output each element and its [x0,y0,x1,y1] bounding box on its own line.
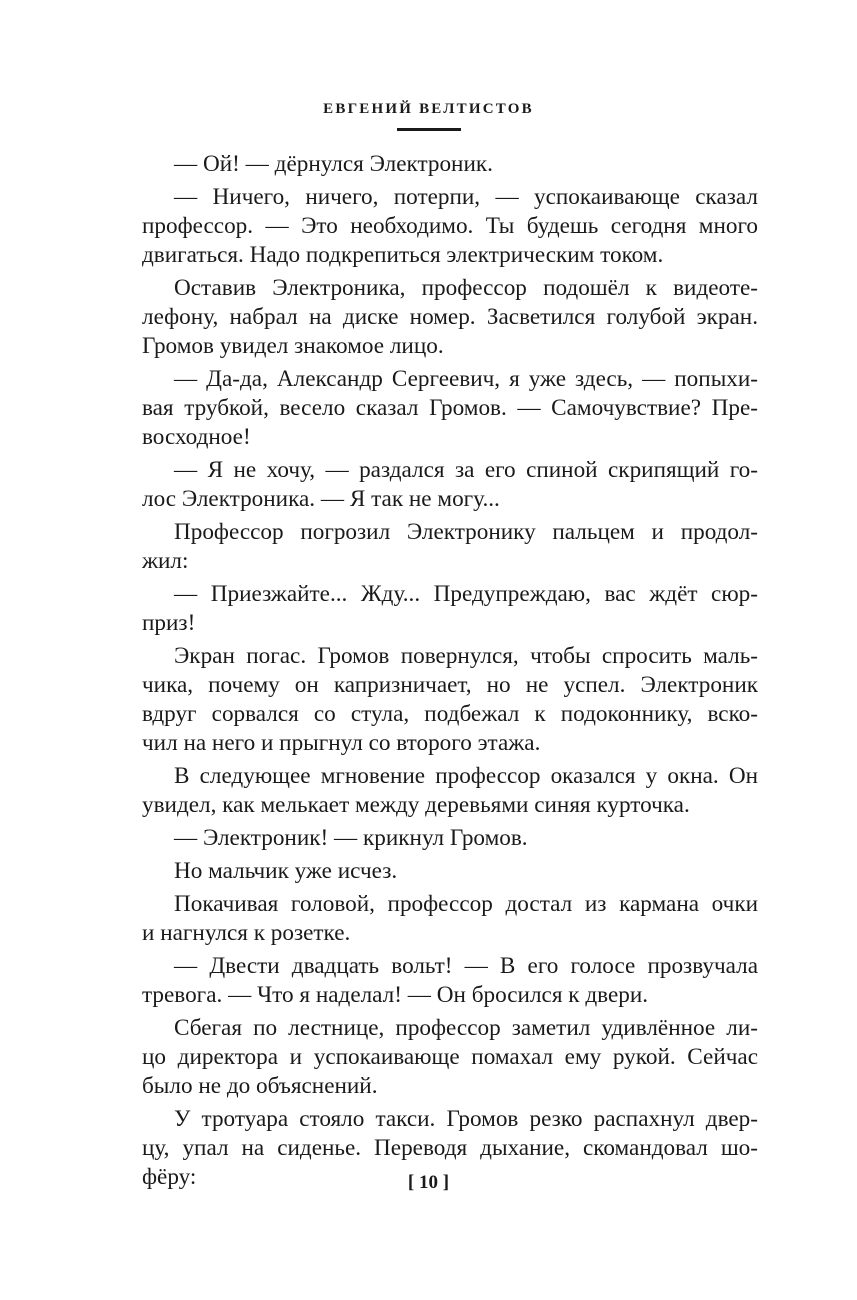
text-line: было не до объяснений. [142,1073,378,1099]
text-line: цу, упал на сиденье. Переводя дыхание, скомандовал шо- [142,1135,758,1161]
paragraph [142,1014,758,1101]
text-line: Покачивая головой, профессор достал из кармана очки [174,891,758,917]
text-line: — Ничего, ничего, потерпи, — успокаивающе сказал [174,184,758,210]
page-number: [ 10 ] [407,1172,450,1193]
text-line: — Я не хочу, — раздался за его спиной скрипящий го- [174,457,758,483]
text-line: восходное! [142,424,251,450]
text-line: — Ой! — дёрнулся Электроник. [174,151,493,177]
paragraph [142,890,758,948]
text-line: — Приезжайте... Жду... Предупреждаю, вас ждёт сюр- [174,581,758,607]
text-line: увидел, как мелькает между деревьями синяя курточка. [142,792,690,818]
paragraph [142,274,758,361]
paragraph [142,456,758,514]
text-line: тревога. — Что я наделал! — Он бросился к двери. [142,982,649,1008]
text-line: Профессор погрозил Электронику пальцем и продол- [174,519,758,545]
paragraph [142,183,758,270]
text-line: Оставив Электроника, профессор подошёл к видеоте- [174,275,758,301]
text-line: Сбегая по лестнице, профессор заметил удивлённое ли- [174,1015,758,1041]
body-text [142,150,758,1196]
header-rule [397,128,461,131]
paragraph [142,762,758,820]
paragraph [142,857,758,886]
paragraph [142,952,758,1010]
text-line: приз! [142,610,196,636]
text-line: У тротуара стояло такси. Громов резко распахнул двер- [174,1106,758,1132]
text-line: жил: [142,548,189,574]
text-line: Громов увидел знакомое лицо. [142,333,444,359]
text-line: двигаться. Надо подкрепиться электрическим током. [142,242,664,268]
paragraph [142,824,758,853]
text-line: чил на него и прыгнул со второго этажа. [142,730,541,756]
text-line: цо директора и успокаивающе помахал ему рукой. Сейчас [142,1044,758,1070]
paragraph [142,150,758,179]
paragraph [142,365,758,452]
text-line: вая трубкой, весело сказал Громов. — Самочувствие? Пре- [142,395,758,421]
paragraph [142,642,758,758]
text-line: и нагнулся к розетке. [142,920,351,946]
text-line: профессор. — Это необходимо. Ты будешь сегодня много [142,213,758,239]
text-line: — Да-да, Александр Сергеевич, я уже здесь, — попыхи- [174,366,758,392]
text-line: Но мальчик уже исчез. [174,858,398,884]
text-line: В следующее мгновение профессор оказался у окна. Он [174,763,758,789]
text-line: лос Электроника. — Я так не могу... [142,486,500,512]
text-line: — Двести двадцать вольт! — В его голосе прозвучала [174,953,758,979]
text-line: чика, почему он капризничает, но не успел. Электроник [142,672,758,698]
text-line: фёру: [142,1164,197,1190]
paragraph [142,518,758,576]
paragraph [142,580,758,638]
text-line: Экран погас. Громов повернулся, чтобы спросить маль- [174,643,758,669]
text-line: вдруг сорвался со стула, подбежал к подоконнику, вско- [142,701,758,727]
running-title: ЕВГЕНИЙ ВЕЛТИСТОВ [323,101,534,117]
text-line: — Электроник! — крикнул Громов. [174,825,528,851]
text-line: лефону, набрал на диске номер. Засветился голубой экран. [142,304,758,330]
